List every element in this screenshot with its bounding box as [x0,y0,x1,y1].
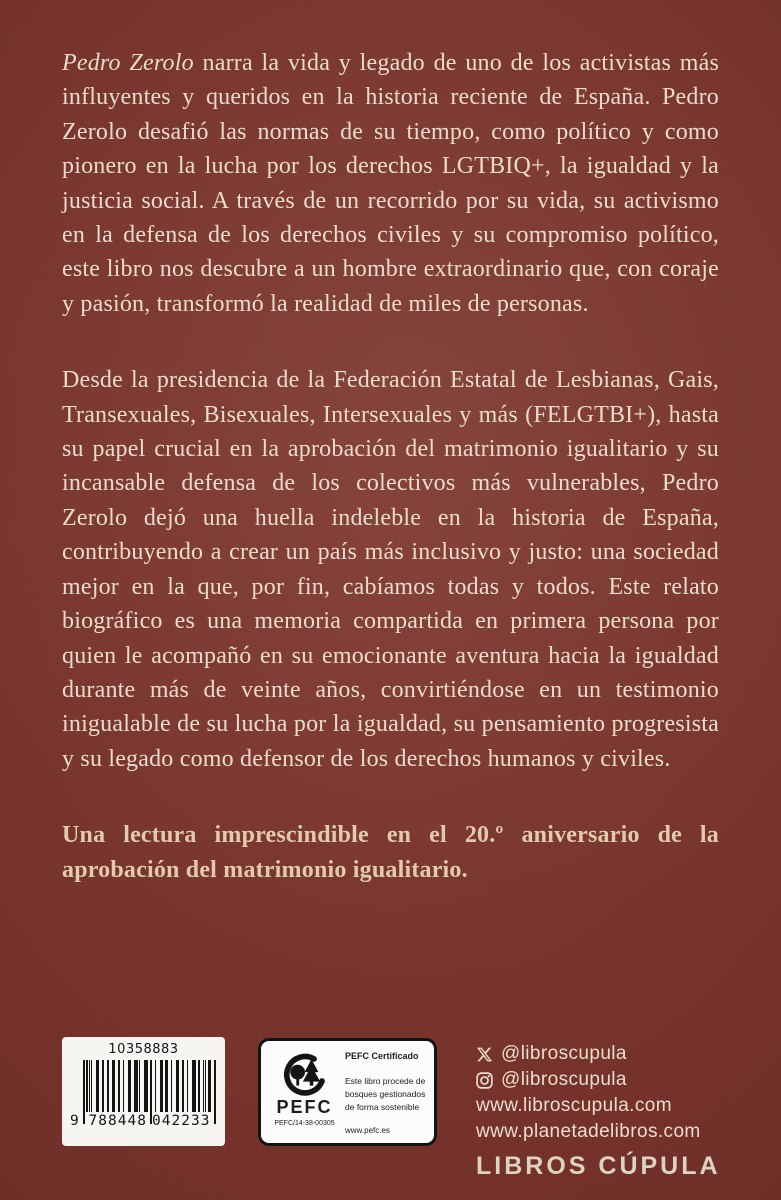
x-twitter-icon [476,1046,493,1063]
publisher-block [476,1041,721,1181]
instagram-social-row [476,1067,721,1093]
pefc-logo-column [270,1047,339,1137]
pefc-trees-icon [279,1047,331,1097]
synopsis-paragraph-1 [62,46,719,321]
instagram-handle: @libroscupula [501,1069,627,1090]
barcode-sticker [62,1037,225,1146]
pefc-description: Este libro procede de bosques gestionados de forma sostenible [345,1076,426,1113]
pefc-title: PEFC Certificado [345,1051,419,1061]
barcode-guard-right [214,1060,216,1124]
synopsis-block [62,46,719,887]
pefc-license-number: PEFC/14-38-00305 [274,1120,335,1127]
publisher-logo-text: LIBROS CÚPULA [476,1152,721,1180]
pefc-wordmark: PEFC [276,1097,333,1117]
x-social-row [476,1041,721,1067]
product-code: 10358883 [108,1042,179,1057]
pefc-certification-label [258,1038,437,1146]
barcode-bars [86,1060,213,1112]
book-title-mention: Pedro Zerolo [62,50,194,76]
isbn-group-2: 788448 [88,1113,147,1129]
publisher-website-2: www.planetadelibros.com [476,1121,701,1142]
publisher-website-1: www.libroscupula.com [476,1095,672,1116]
isbn-digits [70,1113,213,1129]
synopsis-paragraph-1-text: narra la vida y legado de uno de los activistas más influyentes y queridos en la historia reciente de España. Pedro Zerolo desafió las normas de su tiempo, como político y como pionero en la lucha por los derechos LGTBIQ+, la igualdad y la justicia social. A través de un recorrido por su vida, su activismo en la defensa de los derechos civiles y su compromiso político, este libro nos descubre a un hombre extraordinario que, con coraje y pasión, transformó la realidad de miles de personas. [62,50,720,317]
synopsis-paragraph-2: Desde la presidencia de la Federación Estatal de Lesbianas, Gais, Transexuales, Bisexuales, Intersexuales y más (FELGTBI+), hasta su papel crucial en la aprobación del matrimonio igualitario y su incansable defensa de los colectivos más vulnerables, Pedro Zerolo dejó una huella indeleble en la historia de España, contribuyendo a crear un país más inclusivo y justo: una sociedad mejor en la que, por fin, cabíamos todas y todos. Este relato biográfico es una memoria compartida en primera persona por quien le acompañó en su emocionante aventura hacia la igualdad durante más de veinte años, convirtiéndose en un testimonio inigualable de su lucha por la igualdad, su pensamiento progresista y su legado como defensor de los derechos humanos y civiles. [62,367,719,772]
barcode-guard-left [83,1060,85,1124]
isbn-group-3: 042233 [152,1113,211,1129]
x-handle: @libroscupula [501,1043,627,1064]
instagram-icon [476,1072,493,1089]
pefc-text-column [339,1047,427,1137]
isbn-group-1: 9 [70,1113,79,1129]
pefc-url: www.pefc.es [345,1126,390,1135]
highlight-note: Una lectura imprescindible en el 20.º aniversario de la aprobación del matrimonio igualitario. [62,822,719,883]
barcode-guard-middle [150,1060,152,1124]
